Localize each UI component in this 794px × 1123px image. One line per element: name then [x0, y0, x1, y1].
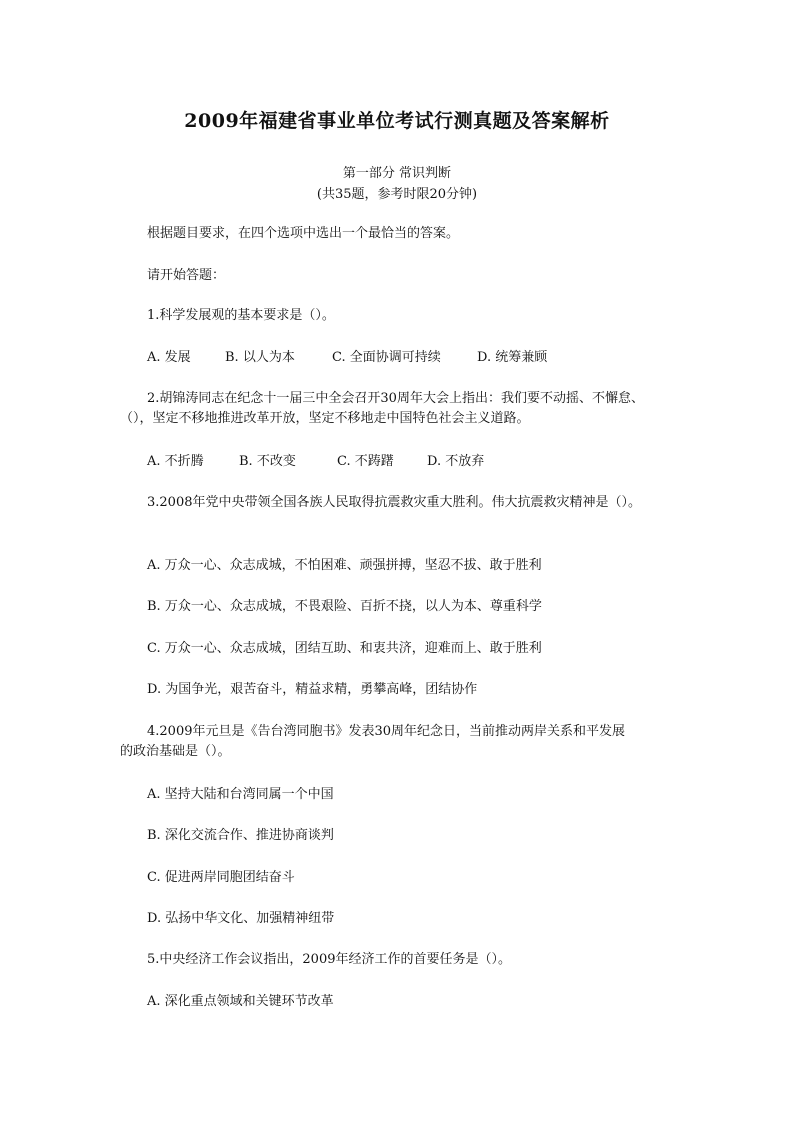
question-2-stem-line-1: 2.胡锦涛同志在纪念十一届三中全会召开30周年大会上指出：我们要不动摇、不懈怠、	[147, 391, 644, 406]
instruction-text: 根据题目要求，在四个选项中选出一个最恰当的答案。	[147, 226, 460, 241]
question-3-stem: 3.2008年党中央带领全国各族人民取得抗震救灾重大胜利。伟大抗震救灾精神是（）。	[147, 495, 641, 510]
question-5-stem: 5.中央经济工作会议指出，2009年经济工作的首要任务是（）。	[147, 952, 511, 967]
part-title: 第一部分 常识判断	[342, 166, 452, 181]
q1-option-a: A. 发展	[147, 350, 191, 365]
q3-option-c: C. 万众一心、众志成城，团结互助、和衷共济，迎难而上、敢于胜利	[147, 641, 542, 656]
q4-option-b: B. 深化交流合作、推进协商谈判	[147, 828, 334, 843]
q2-option-c: C. 不踌躇	[337, 454, 394, 469]
q3-option-d: D. 为国争光，艰苦奋斗，精益求精，勇攀高峰，团结协作	[147, 682, 478, 697]
part-note: (共35题，参考时限20分钟)	[316, 187, 478, 202]
question-1-stem: 1.科学发展观的基本要求是（）。	[147, 308, 335, 323]
question-4-stem-line-1: 4.2009年元旦是《告台湾同胞书》发表30周年纪念日，当前推动两岸关系和平发展	[147, 724, 626, 739]
question-1-options	[147, 350, 547, 366]
question-2-stem-line-2: （），坚定不移地推进改革开放，坚定不移地走中国特色社会主义道路。	[120, 411, 530, 426]
q1-option-b: B. 以人为本	[225, 350, 295, 365]
q2-option-d: D. 不放弃	[427, 454, 485, 469]
q1-option-c: C. 全面协调可持续	[332, 350, 441, 365]
q4-option-d: D. 弘扬中华文化、加强精神纽带	[147, 911, 335, 926]
q2-option-a: A. 不折腾	[147, 454, 204, 469]
document-title: 2009年福建省事业单位考试行测真题及答案解析	[184, 110, 610, 132]
q3-option-b: B. 万众一心、众志成城，不畏艰险、百折不挠，以人为本、尊重科学	[147, 599, 542, 614]
question-4-stem-line-2: 的政治基础是（）。	[120, 744, 231, 759]
question-2-options	[147, 454, 484, 470]
q4-option-c: C. 促进两岸同胞团结奋斗	[147, 870, 295, 885]
q3-option-a: A. 万众一心、众志成城，不怕困难、顽强拼搏，坚忍不拔、敢于胜利	[147, 558, 542, 573]
q5-option-a: A. 深化重点领域和关键环节改革	[147, 994, 334, 1009]
q2-option-b: B. 不改变	[239, 454, 296, 469]
q1-option-d: D. 统筹兼顾	[477, 350, 548, 365]
start-prompt: 请开始答题：	[147, 268, 226, 283]
q4-option-a: A. 坚持大陆和台湾同属一个中国	[147, 787, 334, 802]
